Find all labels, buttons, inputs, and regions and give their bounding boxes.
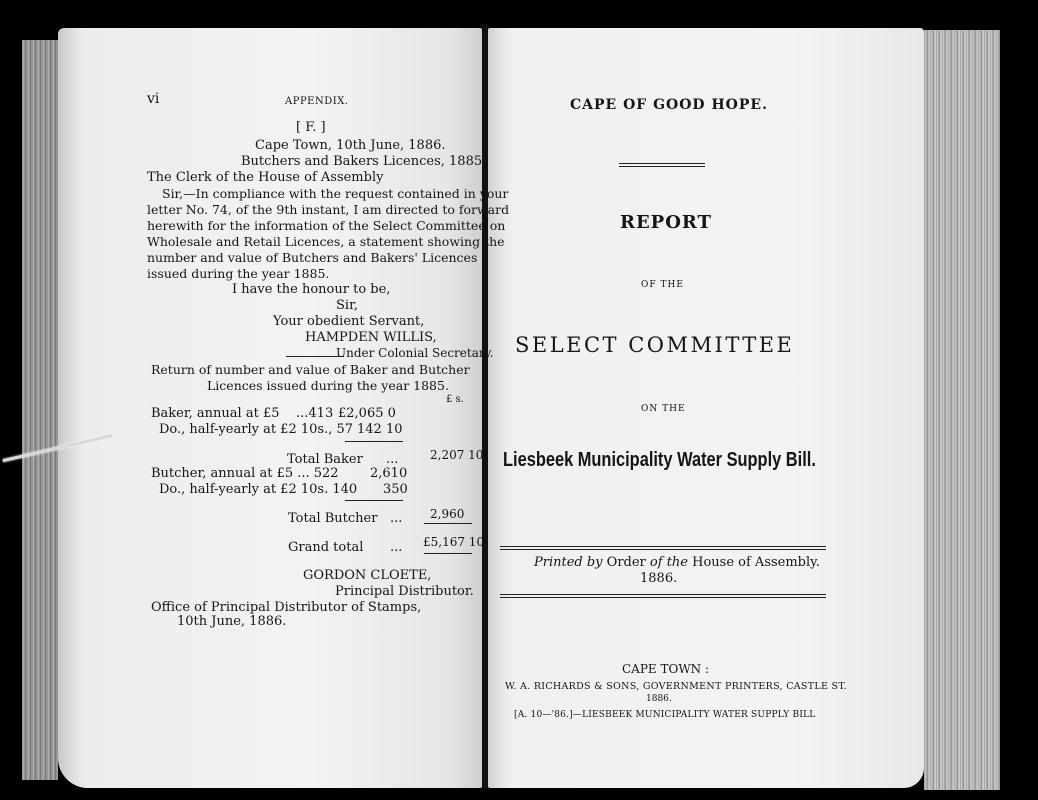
imprint-rule <box>500 549 826 550</box>
salutation: Sir, <box>336 298 358 313</box>
heading-rule <box>619 163 705 164</box>
distributor-title: Principal Distributor. <box>335 584 474 599</box>
return-title: Return of number and value of Baker and Butcher <box>151 362 470 377</box>
signatory-name: HAMPDEN WILLIS, <box>305 330 437 345</box>
closing-line: I have the honour to be, <box>232 282 391 297</box>
signatory-title: Under Colonial Secretary. <box>336 346 494 360</box>
butcher-annual-value: 2,610 <box>370 466 408 481</box>
colony-heading: CAPE OF GOOD HOPE. <box>570 97 768 113</box>
baker-half-value: 142 10 <box>357 422 403 437</box>
total-butcher-dots: ... <box>390 511 403 526</box>
body-line: Sir,—In compliance with the request contained in your <box>162 186 509 201</box>
grand-total-dots: ... <box>390 540 403 555</box>
running-head: APPENDIX. <box>285 96 349 107</box>
grand-total-label: Grand total <box>288 540 364 555</box>
butcher-annual-label: Butcher, annual at £5 ... 522 <box>151 466 339 481</box>
subtotal-rule <box>345 441 403 442</box>
printed-by-italic: Printed by <box>534 555 603 570</box>
total-baker-label: Total Baker <box>287 452 363 467</box>
letter-place-date: Cape Town, 10th June, 1886. <box>255 138 446 153</box>
printer-name: W. A. RICHARDS & SONS, GOVERNMENT PRINTERS, CASTLE ST. <box>505 681 847 692</box>
on-the-label: ON THE <box>641 404 686 414</box>
butcher-half-label: Do., half-yearly at £2 10s. 140 <box>159 482 358 497</box>
grand-total-underline <box>424 553 472 554</box>
bill-title: Liesbeek Municipality Water Supply Bill. <box>503 449 816 471</box>
office-line: Office of Principal Distributor of Stamps, <box>151 600 422 615</box>
of-the-label: OF THE <box>641 280 684 290</box>
butcher-half-value: 350 <box>383 482 408 497</box>
return-title-line2: Licences issued during the year 1885. <box>207 378 449 393</box>
total-baker-dots: ... <box>386 452 399 467</box>
distributor-name: GORDON CLOETE, <box>303 568 432 583</box>
heading-rule <box>619 166 705 167</box>
section-mark: [ F. ] <box>296 120 326 135</box>
grand-total-rule <box>424 523 472 524</box>
body-line: issued during the year 1885. <box>147 266 330 281</box>
grand-total-amount: £5,167 10 <box>423 535 485 549</box>
total-butcher-label: Total Butcher <box>288 511 378 526</box>
imprint-rule <box>500 594 826 595</box>
document-reference: [A. 10—'86.]—LIESBEEK MUNICIPALITY WATER SUPPLY BILL <box>514 710 816 720</box>
baker-annual-count: ...413 <box>296 406 334 421</box>
printed-by-line <box>534 555 820 570</box>
letter-subject: Butchers and Bakers Licences, 1885. <box>241 154 487 169</box>
currency-header: £ s. <box>446 394 464 405</box>
baker-annual-value: £2,065 0 <box>338 406 396 421</box>
printed-order: Order <box>606 555 646 570</box>
body-line: herewith for the information of the Select Committee on <box>147 218 506 233</box>
office-date: 10th June, 1886. <box>177 614 287 629</box>
body-line: Wholesale and Retail Licences, a statement showing the <box>147 234 505 249</box>
total-baker-amount: 2,207 10 <box>430 448 484 462</box>
baker-half-label: Do., half-yearly at £2 10s., 57 <box>159 422 354 437</box>
printer-year: 1886. <box>646 694 672 704</box>
total-butcher-amount: 2,960 <box>430 507 465 521</box>
right-page-edges <box>924 30 1000 790</box>
servant-line: Your obedient Servant, <box>273 314 425 329</box>
committee-title: SELECT COMMITTEE <box>515 333 795 357</box>
print-year: 1886. <box>640 571 678 586</box>
left-page-edges <box>22 40 58 780</box>
baker-annual-label: Baker, annual at £5 <box>151 406 280 421</box>
printed-house: House of Assembly. <box>692 555 820 570</box>
printer-city: CAPE TOWN : <box>622 662 710 676</box>
divider-rule <box>286 356 344 357</box>
body-line: letter No. 74, of the 9th instant, I am directed to forward <box>147 202 510 217</box>
imprint-rule <box>500 546 826 547</box>
report-title: REPORT <box>620 212 712 233</box>
body-line: number and value of Butchers and Bakers' Licences <box>147 250 478 265</box>
printed-of-the-italic: of the <box>649 555 688 570</box>
page-number: vi <box>147 91 160 107</box>
subtotal-rule <box>345 500 403 501</box>
letter-addressee: The Clerk of the House of Assembly <box>147 170 384 185</box>
imprint-rule <box>500 597 826 598</box>
